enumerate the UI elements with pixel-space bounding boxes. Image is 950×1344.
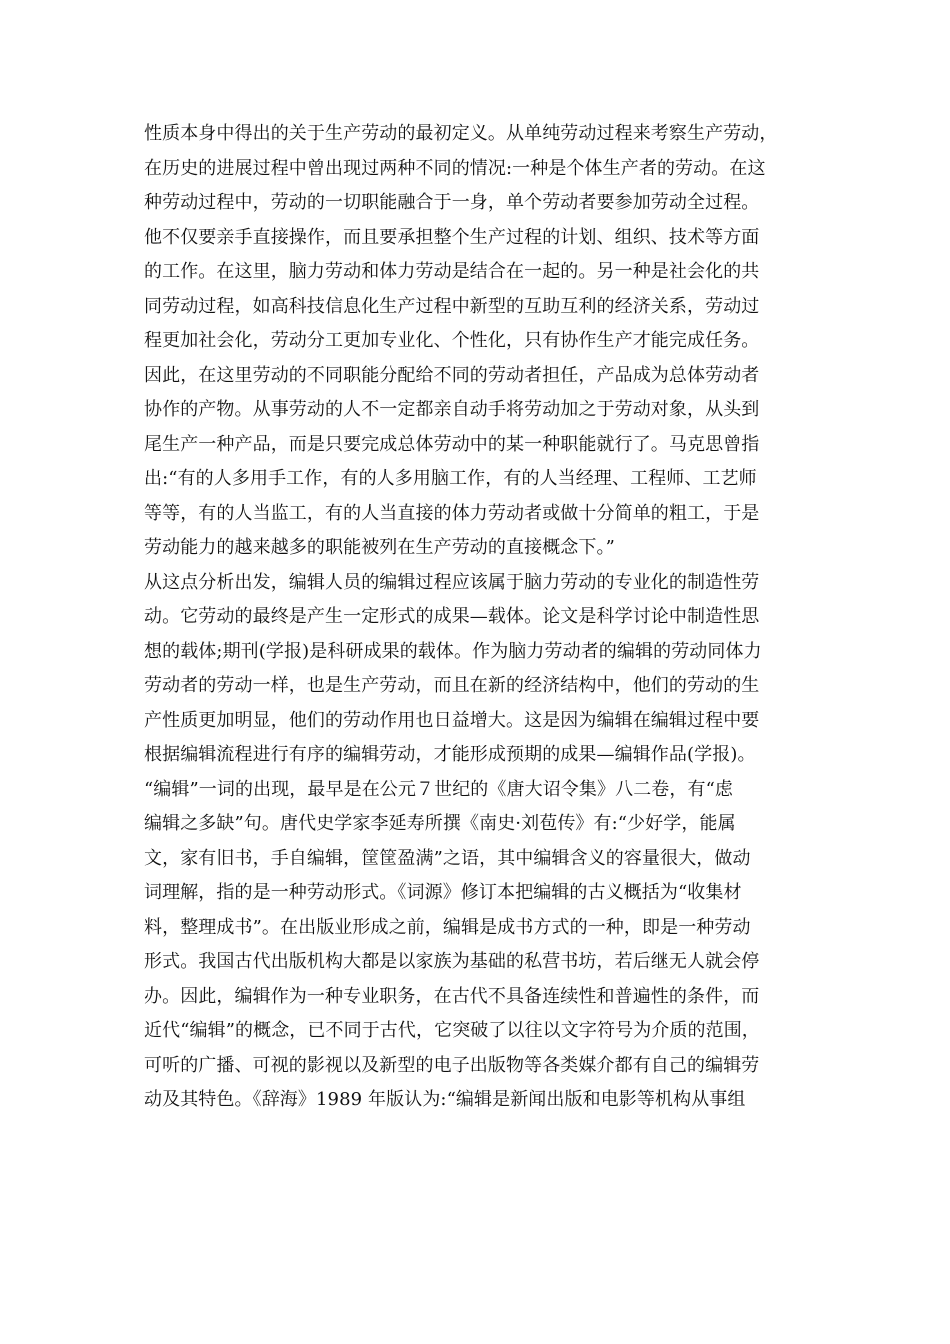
text-line: 根据编辑流程进行有序的编辑劳动，才能形成预期的成果—编辑作品(学报)。	[144, 744, 756, 765]
text-line: 尾生产一种产品，而是只要完成总体劳动中的某一种职能就行了。马克思曾指	[144, 433, 760, 455]
text-line: 动。它劳动的最终是产生一定形式的成果—载体。论文是科学讨论中制造性思	[144, 606, 760, 627]
text-line: 他不仅要亲手直接操作，而且要承担整个生产过程的计划、组织、技术等方面	[144, 226, 760, 248]
text-line: 可听的广播、可视的影视以及新型的电子出版物等各类媒介都有自己的编辑劳	[144, 1054, 760, 1076]
text-line: 程更加社会化，劳动分工更加专业化、个性化，只有协作生产才能完成任务。	[144, 330, 760, 351]
text-line: 想的载体;期刊(学报)是科研成果的载体。作为脑力劳动者的编辑的劳动同体力	[144, 640, 762, 662]
text-line: 文，家有旧书，手自编辑，筐筐盈满”之语，其中编辑含义的容量很大，做动	[144, 847, 751, 869]
text-line: 动及其特色。《辞海》1989 年版认为:“编辑是新闻出版和电影等机构从事组	[144, 1089, 746, 1110]
text-line: “编辑”一词的出现，最早是在公元７世纪的《唐大诏令集》八二卷，有“虑	[144, 778, 734, 800]
body-text	[144, 117, 810, 1118]
text-line: 因此，在这里劳动的不同职能分配给不同的劳动者担任，产品成为总体劳动者	[144, 364, 760, 386]
text-line: 的工作。在这里，脑力劳动和体力劳动是结合在一起的。另一种是社会化的共	[144, 261, 760, 282]
text-line: 同劳动过程，如高科技信息化生产过程中新型的互助互利的经济关系，劳动过	[144, 295, 760, 317]
text-line: 从这点分析出发，编辑人员的编辑过程应该属于脑力劳动的专业化的制造性劳	[144, 571, 760, 593]
text-line: 种劳动过程中，劳动的一切职能融合于一身，单个劳动者要参加劳动全过程。	[144, 192, 760, 213]
text-line: 协作的产物。从事劳动的人不一定都亲自动手将劳动加之于劳动对象，从头到	[144, 399, 760, 420]
text-line: 产性质更加明显，他们的劳动作用也日益增大。这是因为编辑在编辑过程中要	[144, 709, 760, 731]
text-line: 等等，有的人当监工，有的人当直接的体力劳动者或做十分简单的粗工，于是	[144, 502, 760, 524]
text-line: 性质本身中得出的关于生产劳动的最初定义。从单纯劳动过程来考察生产劳动，	[144, 123, 778, 144]
text-line: 出:“有的人多用手工作，有的人多用脑工作，有的人当经理、工程师、工艺师	[144, 468, 757, 489]
text-line: 劳动能力的越来越多的职能被列在生产劳动的直接概念下。”	[144, 537, 615, 558]
text-line: 办。因此，编辑作为一种专业职务，在古代不具备连续性和普遍性的条件，而	[144, 985, 760, 1007]
text-line: 编辑之多缺”句。唐代史学家李延寿所撰《南史·刘苞传》有:“少好学，能属	[144, 813, 736, 834]
text-line: 近代“编辑”的概念，已不同于古代，它突破了以往以文字符号为介质的范围，	[144, 1020, 760, 1041]
text-line: 在历史的进展过程中曾出现过两种不同的情况:一种是个体生产者的劳动。在这	[144, 157, 766, 179]
text-line: 词理解，指的是一种劳动形式。《词源》修订本把编辑的古义概括为“收集材	[144, 882, 742, 903]
text-line: 形式。我国古代出版机构大都是以家族为基础的私营书坊，若后继无人就会停	[144, 951, 760, 972]
text-line: 料，整理成书”。在出版业形成之前，编辑是成书方式的一种，即是一种劳动	[144, 916, 751, 938]
text-line: 劳动者的劳动一样，也是生产劳动，而且在新的经济结构中，他们的劳动的生	[144, 675, 760, 696]
